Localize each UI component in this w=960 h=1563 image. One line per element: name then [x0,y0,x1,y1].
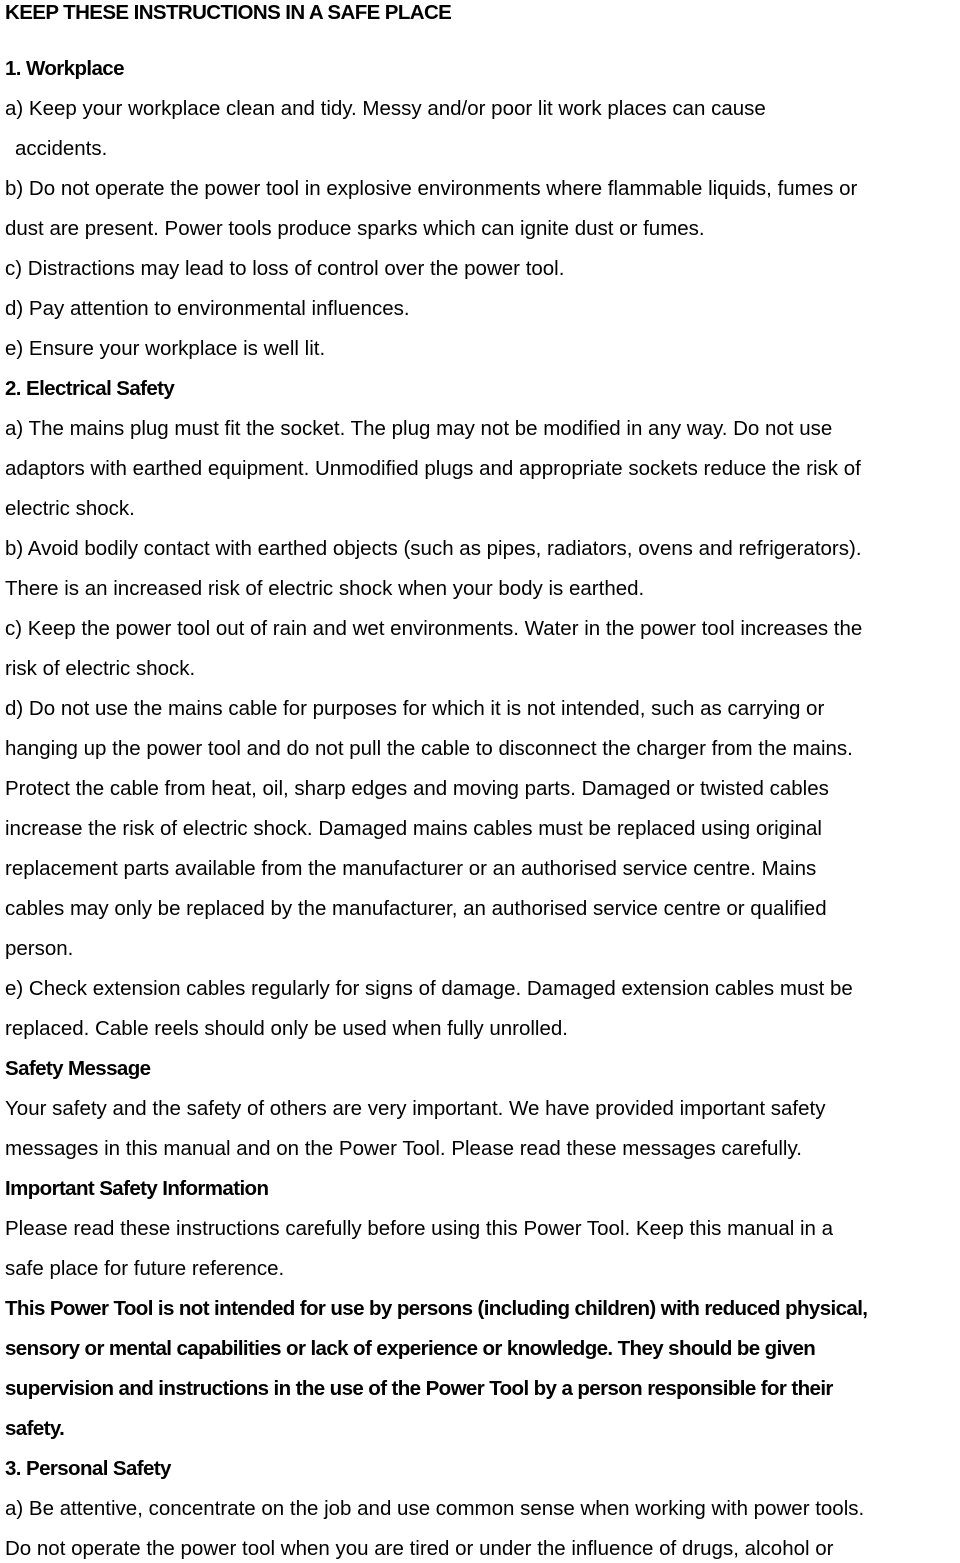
section-heading-personal-safety: 3. Personal Safety [5,1457,171,1480]
text-line: a) Be attentive, concentrate on the job and use common sense when working with power tools. [5,1497,865,1520]
section-heading-electrical-safety: 2. Electrical Safety [5,377,175,400]
warning-line: This Power Tool is not intended for use by persons (including children) with reduced physical, [5,1297,868,1320]
text-line: There is an increased risk of electric shock when your body is earthed. [5,577,645,600]
text-line: adaptors with earthed equipment. Unmodified plugs and appropriate sockets reduce the risk of [5,457,861,480]
text-line: person. [5,937,74,960]
section-heading-important-safety-information: Important Safety Information [5,1177,269,1200]
text-line: b) Avoid bodily contact with earthed objects (such as pipes, radiators, ovens and refrigerators). [5,537,862,560]
text-line: accidents. [15,137,108,160]
text-line: Please read these instructions carefully before using this Power Tool. Keep this manual in a [5,1217,834,1240]
text-line: risk of electric shock. [5,657,196,680]
text-line: d) Do not use the mains cable for purposes for which it is not intended, such as carrying or [5,697,825,720]
page-title: KEEP THESE INSTRUCTIONS IN A SAFE PLACE [5,1,452,24]
text-line: a) Keep your workplace clean and tidy. Messy and/or poor lit work places can cause [5,97,766,120]
text-line: c) Keep the power tool out of rain and wet environments. Water in the power tool increases the [5,617,863,640]
warning-line: safety. [5,1417,65,1440]
text-line: Protect the cable from heat, oil, sharp edges and moving parts. Damaged or twisted cables [5,777,829,800]
text-line: cables may only be replaced by the manufacturer, an authorised service centre or qualified [5,897,827,920]
text-line: Do not operate the power tool when you are tired or under the influence of drugs, alcohol or [5,1537,834,1560]
text-line: Your safety and the safety of others are very important. We have provided important safety [5,1097,826,1120]
text-line: replacement parts available from the manufacturer or an authorised service centre. Mains [5,857,817,880]
text-line: d) Pay attention to environmental influences. [5,297,410,320]
text-line: hanging up the power tool and do not pull the cable to disconnect the charger from the mains. [5,737,853,760]
text-line: increase the risk of electric shock. Damaged mains cables must be replaced using original [5,817,822,840]
text-line: e) Ensure your workplace is well lit. [5,337,326,360]
text-line: c) Distractions may lead to loss of control over the power tool. [5,257,565,280]
text-line: electric shock. [5,497,135,520]
warning-line: sensory or mental capabilities or lack of experience or knowledge. They should be given [5,1337,816,1360]
text-line: dust are present. Power tools produce sparks which can ignite dust or fumes. [5,217,705,240]
text-line: safe place for future reference. [5,1257,285,1280]
warning-line: supervision and instructions in the use of the Power Tool by a person responsible for their [5,1377,833,1400]
text-line: a) The mains plug must fit the socket. The plug may not be modified in any way. Do not use [5,417,833,440]
section-heading-safety-message: Safety Message [5,1057,151,1080]
text-line: e) Check extension cables regularly for signs of damage. Damaged extension cables must be [5,977,853,1000]
section-heading-workplace: 1. Workplace [5,57,124,80]
text-line: replaced. Cable reels should only be used when fully unrolled. [5,1017,568,1040]
text-line: messages in this manual and on the Power Tool. Please read these messages carefully. [5,1137,802,1160]
text-line: b) Do not operate the power tool in explosive environments where flammable liquids, fumes or [5,177,858,200]
